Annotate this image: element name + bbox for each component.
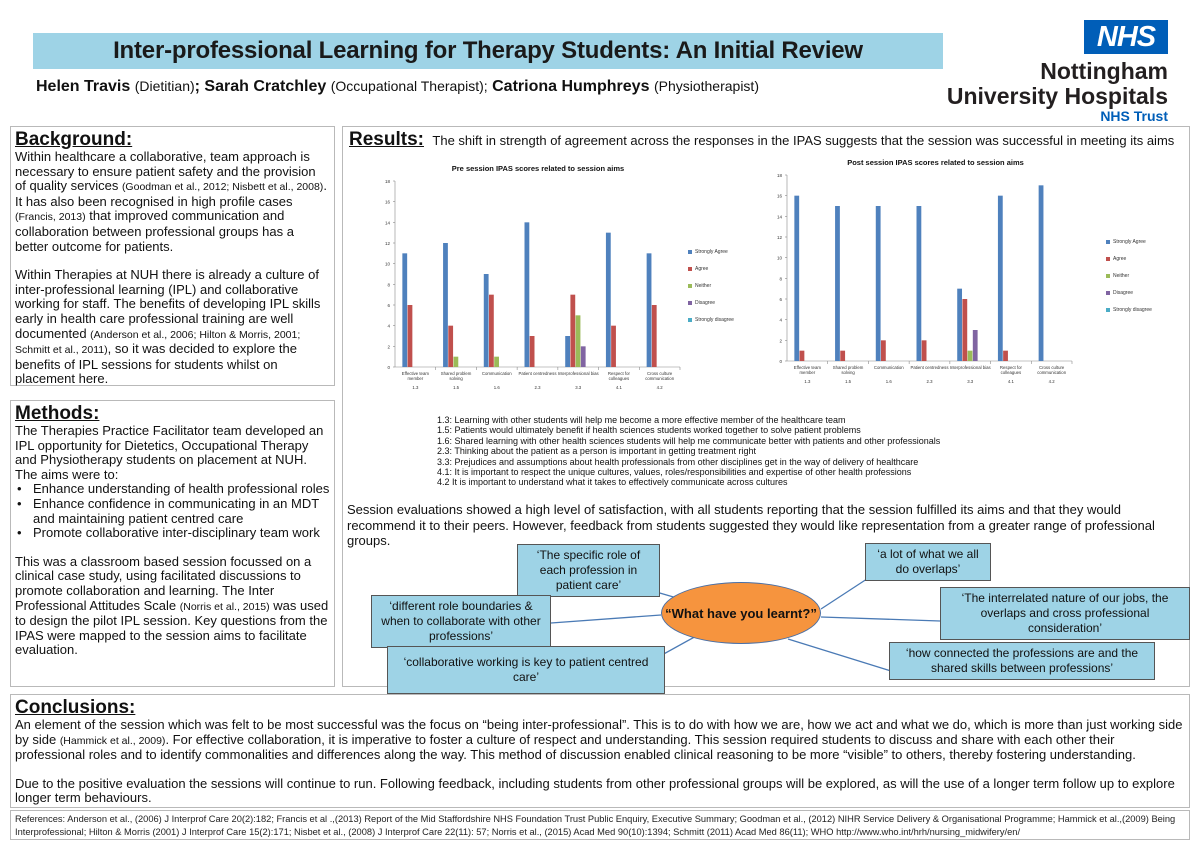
category-label: Cross culture [646,371,673,376]
poster-title: Inter-professional Learning for Therapy Students: An Initial Review [113,37,863,64]
methods-heading: Methods: [15,403,100,424]
citation: (Anderson et al., 2006; Hilton & Morris, 2001; Schmitt et al., 2011) [15,328,301,357]
bar [494,357,499,367]
category-label: Communication [481,371,512,376]
ipas-question-key [437,415,940,488]
category-label: Patient centredness [518,371,557,376]
center-question-oval: “What have you learnt?” [661,582,821,644]
category-label: Patient centredness [910,365,949,370]
category-label: Respect for [607,371,630,376]
category-code-label: 4.2 [1048,379,1055,384]
bar [1003,351,1008,361]
background-paragraph-1: Within healthcare a collaborative, team approach is necessary to ensure patient safety and the provision of quality services (Goodman et al., 2012; Nisbett et al., 2008). It has also been recognised in high profile cases (Francis, 2013) that improved communication and collaboration between professional groups has a better outcome for patients. [15,149,327,254]
quote-bubble: ‘The specific role of each profession in patient care’ [517,544,660,597]
legend-item: Strongly disagree [1106,307,1152,313]
y-tick-label: 6 [779,297,782,302]
legend-item: Strongly Agree [688,249,734,255]
legend-item: Disagree [1106,290,1152,296]
category-label: Shared problem [440,371,472,376]
category-label: Effective team [793,365,821,370]
citation: (Hammick et al., 2009) [59,734,166,747]
category-code-label: 4.1 [1007,379,1014,384]
conclusions-heading: Conclusions: [15,697,136,718]
aims-list [15,482,330,540]
conclusions-section [10,694,1190,808]
category-label: member [799,370,816,375]
bar [968,351,973,361]
conclusions-paragraph-1: An element of the session which was felt to be most successful was the focus on “being inter-professional”. This is to do with how we are, how we act and what we do, which is more than just working side by side (Hammick et al., 2009). For effective collaboration, it is imperative to foster a culture of respect and understanding. This session required students to discuss and share with each other their professional roles and to identify commonalities and differences along the way. This method of discussion enabled clinical reasoning to be more “visible” to others, thereby fostering understanding. [15,717,1183,763]
bar [647,253,652,367]
bar [917,206,922,361]
question-item: 4.2 It is important to understand what it takes to effectively communicate across cultures [437,477,788,488]
list-item: • Enhance understanding of health professional roles [15,482,330,497]
legend-item: Disagree [688,300,734,306]
quote-bubble: ‘different role boundaries & when to collaborate with other professions’ [371,595,551,648]
y-tick-label: 16 [384,199,390,205]
bar [530,336,535,367]
bar [448,326,453,367]
citation: (Norris et al., 2015) [179,600,270,613]
category-code-label: 4.2 [656,385,663,390]
bar [998,196,1003,361]
methods-paragraph-2: This was a classroom based session focussed on a clinical case study, using facilitated discussions to promote collaboration and learning. The Inter Professional Attitudes Scale (Norris et al., 2015) was used to design the pilot IPL session. Key questions from the IPAS were mapped to the session aims to facilitate evaluation. [15,553,329,658]
results-header [349,130,1174,150]
trust-name-line2: University Hospitals [946,83,1168,109]
bar [835,206,840,361]
category-label: Respect for [999,365,1022,370]
bar [973,330,978,361]
question-item: 2.3: Thinking about the patient as a person is important in getting treatment right [437,446,757,457]
methods-intro: The Therapies Practice Facilitator team developed an IPL opportunity for Dietetics, Occupational Therapy and Physiotherapy students on placement at NUH. The aims were to: [15,423,324,482]
list-item: • Enhance confidence in communicating in an MDT and maintaining patient centred care [15,497,330,526]
question-item: 1.3: Learning with other students will help me become a more effective member of the healthcare team [437,415,846,425]
y-tick-label: 14 [776,214,782,220]
y-tick-label: 6 [387,303,390,308]
post-chart-title: Post session IPAS scores related to session aims [847,158,1024,167]
category-code-label: 1.5 [453,385,460,390]
bar [565,336,570,367]
author-name: Sarah Cratchley [204,78,327,95]
question-item: 4.1: It is important to respect the unique cultures, values, roles/responsibilities and expertise of other health professions [437,467,912,478]
title-banner [33,33,943,69]
category-code-label: 1.3 [804,379,811,384]
category-label: colleagues [608,376,630,381]
bar [402,253,407,367]
results-heading: Results: [349,129,424,150]
bar [881,340,886,361]
question-item: 3.3: Prejudices and assumptions about health professionals from other disciplines get in the way of delivery of healthcare [437,456,919,467]
quote-bubble: ‘collaborative working is key to patient centred care’ [387,646,665,694]
category-code-label: 4.1 [615,385,622,390]
citation: (Goodman et al., 2012; Nisbett et al., 2008) [121,181,324,194]
category-code-label: 1.6 [493,385,500,390]
legend-item: Strongly disagree [688,317,734,323]
methods-section [10,400,335,687]
category-code-label: 1.6 [885,379,892,384]
pre-chart-legend [688,249,734,334]
bar [443,243,448,367]
category-code-label: 3.3 [575,385,582,390]
evaluation-paragraph: Session evaluations showed a high level of satisfaction, with all students reporting that the session fulfilled its aims and that they would recommend it to their peers. However, feedback from students suggested they would like representation from a greater range of professional groups. [347,502,1155,548]
question-item: 1.5: Patients would ultimately benefit if health sciences students worked together to solve patient problems [437,425,861,436]
category-label: communication [645,376,675,381]
category-code-label: 3.3 [967,379,974,384]
bar [800,351,805,361]
bar [606,233,611,367]
author-name: Catriona Humphreys [492,78,650,95]
legend-item: Agree [1106,256,1152,262]
category-label: solving [841,370,855,375]
category-label: Shared problem [832,365,864,370]
post-chart-legend [1106,239,1152,324]
bar [525,222,530,367]
author-role: (Physiotherapist) [653,78,759,94]
bar [794,196,799,361]
y-tick-label: 4 [387,323,390,329]
author-name: Helen Travis [36,78,131,95]
category-label: Cross culture [1038,365,1065,370]
bar [652,305,657,367]
background-heading: Background: [15,129,133,150]
bar [484,274,489,367]
bar [840,351,845,361]
references-box: References: Anderson et al., (2006) J Interprof Care 20(2):182; Francis et al .,(2013) Report of the Mid Staffordshire NHS Foundation Trust Public Enquiry, Executive Summary; Goodman et al., (2012) NIHR Service Delivery & Organisational Programme; Hammick et al.,(2009) Being Interprofessional; Hilton & Morris (2001) J Interprof Care 15(2):171; Nisbet et al., (2008) J Interprof Care 22(11): 57; Norris et al., (2015) Acad Med 90(10):1394; Schmitt (2011) Acad Med 86(11); WHO http://www.who.int/hrh/nursing_midwifery/en/ [10,810,1190,840]
y-tick-label: 8 [387,282,390,288]
bar [570,295,575,367]
bar [489,295,494,367]
nhs-logo: NHS [1084,20,1168,54]
y-tick-label: 8 [779,276,782,282]
category-code-label: 2.3 [534,385,541,390]
y-tick-label: 16 [776,193,782,199]
category-label: communication [1037,370,1067,375]
pre-chart-title: Pre session IPAS scores related to session aims [451,164,625,173]
quote-bubble: ‘a lot of what we all do overlaps’ [865,543,991,581]
author-role: (Dietitian) [134,78,195,94]
question-item: 1.6: Shared learning with other health sciences students will help me communicate better with patients and other professionals [437,435,941,446]
category-code-label: 1.5 [845,379,852,384]
category-code-label: 2.3 [926,379,933,384]
background-section [10,126,335,386]
y-tick-label: 12 [776,235,782,240]
bar [962,299,967,361]
y-tick-label: 2 [387,344,390,350]
bar [581,346,586,367]
results-section [342,126,1190,687]
bar [453,357,458,367]
citation: (Francis, 2013) [15,211,86,224]
category-label: member [407,376,424,381]
y-tick-label: 18 [384,179,390,184]
trust-name-line3: NHS Trust [1100,108,1168,124]
list-item: • Promote collaborative inter-disciplinary team work [15,526,330,541]
bar [576,315,581,367]
category-label: colleagues [1000,370,1022,375]
category-label: Interprofessional bias [557,371,599,376]
bar [1039,185,1044,361]
category-code-label: 1.3 [412,385,419,390]
bar [408,305,413,367]
trust-name-line1: Nottingham [1040,58,1168,84]
conclusions-paragraph-2: Due to the positive evaluation the sessions will continue to run. Following feedback, including students from other professional groups will be explored, as will the use of a longer term follow up to explore longer term behaviours. [15,775,1175,806]
legend-item: Neither [1106,273,1152,279]
y-tick-label: 0 [779,359,782,364]
quote-bubble: ‘how connected the professions are and the shared skills between professions’ [889,642,1155,680]
y-tick-label: 4 [779,317,782,323]
y-tick-label: 0 [387,365,390,370]
author-separator: ; [194,78,200,95]
connector-line [551,615,661,623]
legend-item: Strongly Agree [1106,239,1152,245]
background-paragraph-2: Within Therapies at NUH there is already a culture of inter-professional learning (IPL) and collaborative working for staff. The benefits of developing IPL skills early in health care professional training are well documented (Anderson et al., 2006; Hilton & Morris, 2001; Schmitt et al., 2011), so it was decided to explore the benefits of IPL sessions for students whilst on placement here. [15,267,321,387]
bar [922,340,927,361]
category-label: Effective team [401,371,429,376]
y-tick-label: 14 [384,220,390,226]
bar [957,289,962,361]
y-tick-label: 10 [384,261,390,267]
connector-line [788,639,891,671]
connector-line [821,617,940,621]
legend-item: Neither [688,283,734,289]
author-role: (Occupational Therapist); [330,78,488,94]
y-tick-label: 10 [776,255,782,261]
results-summary: The shift in strength of agreement across the responses in the IPAS suggests that the session was successful in meeting its aims [432,133,1175,148]
y-tick-label: 12 [384,241,390,246]
quote-bubble: ‘The interrelated nature of our jobs, the overlaps and cross professional consideration’ [940,587,1190,640]
bar [876,206,881,361]
category-label: Communication [873,365,904,370]
legend-item: Agree [688,266,734,272]
y-tick-label: 18 [776,173,782,178]
bar [611,326,616,367]
y-tick-label: 2 [779,338,782,344]
author-line [36,78,759,96]
category-label: Interprofessional bias [949,365,991,370]
category-label: solving [449,376,463,381]
